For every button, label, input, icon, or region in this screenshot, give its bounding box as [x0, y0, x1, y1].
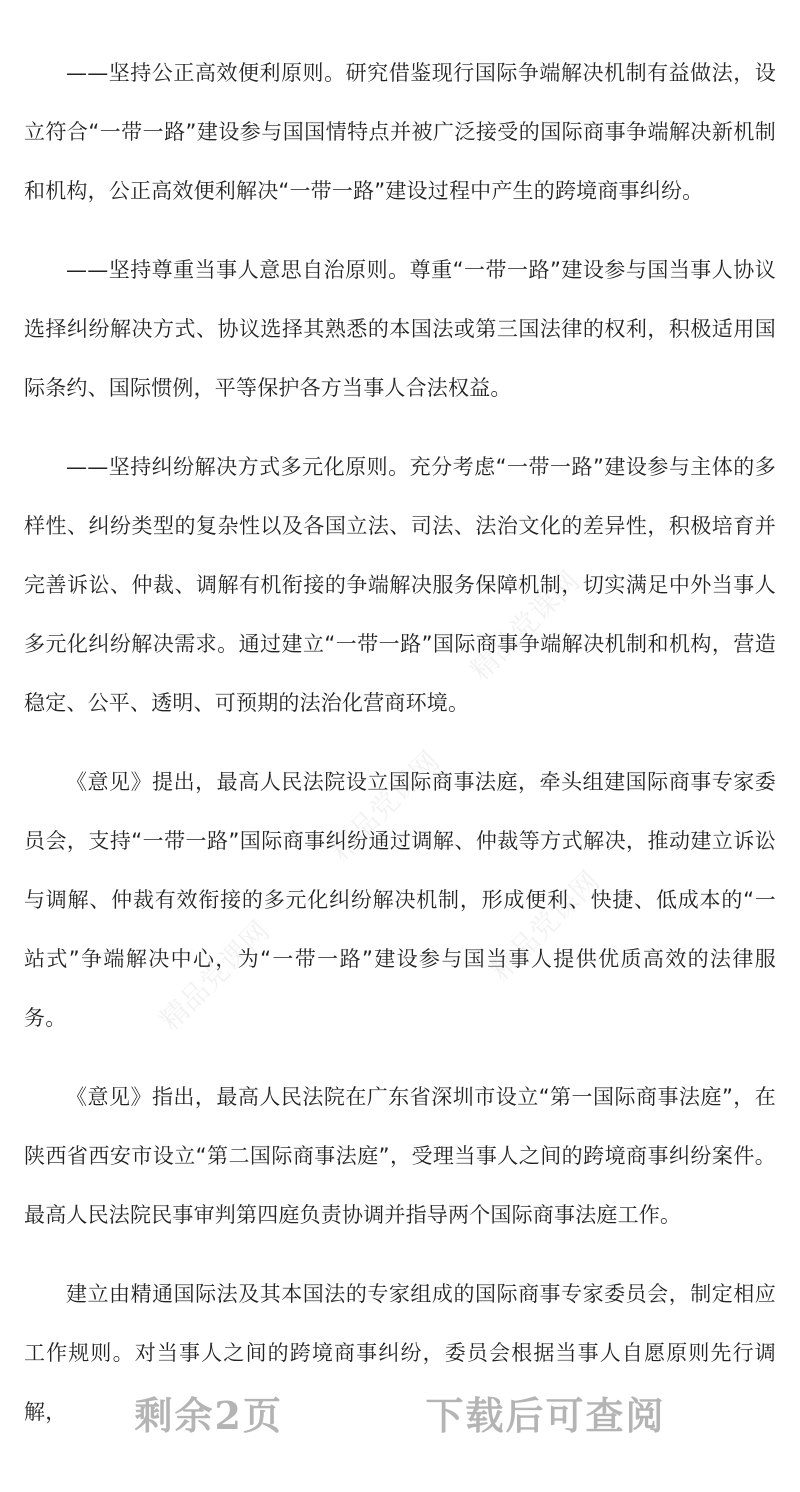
paragraph-principle-diversified-resolution: ——坚持纠纷解决方式多元化原则。充分考虑“一带一路”建设参与主体的多样性、纠纷类型的复杂性以及各国立法、司法、法治文化的差异性，积极培育并完善诉讼、仲裁、调解有机衔接的争端解决服务保障机制，切实满足中外当事人多元化纠纷解决需求。通过建立“一带一路”国际商事争端解决机制和机构，营造稳定、公平、透明、可预期的法治化营商环境。 — [24, 455, 776, 715]
paragraph-expert-committee: 建立由精通国际法及其本国法的专家组成的国际商事专家委员会，制定相应工作规则。对当事人之间的跨境商事纠纷，委员会根据当事人自愿原则先行调解， — [24, 1282, 776, 1424]
paragraph-opinion-courts: 《意见》指出，最高人民法院在广东省深圳市设立“第一国际商事法庭”，在陕西省西安市设立“第二国际商事法庭”，受理当事人之间的跨境商事纠纷案件。最高人民法院民事审判第四庭负责协调并指导两个国际商事法庭工作。 — [24, 1085, 776, 1227]
remaining-pages-label: 剩余2页 — [134, 1393, 283, 1438]
paragraph-principle-fair-efficient: ——坚持公正高效便利原则。研究借鉴现行国际争端解决机制有益做法，设立符合“一带一路”建设参与国国情特点并被广泛接受的国际商事争端解决新机制和机构，公正高效便利解决“一带一路”建设过程中产生的跨境商事纠纷。 — [24, 61, 776, 203]
document-body — [24, 44, 776, 1462]
watermark: 精品党课网 — [323, 744, 446, 867]
watermark: 精品党课网 — [463, 564, 586, 687]
watermark: 精品党课网 — [153, 914, 276, 1037]
paragraph-opinion-proposal: 《意见》提出，最高人民法院设立国际商事法庭，牵头组建国际商事专家委员会，支持“一带一路”国际商事纠纷通过调解、仲裁等方式解决，推动建立诉讼与调解、仲裁有效衔接的多元化纠纷解决机制，形成便利、快捷、低成本的“一站式”争端解决中心，为“一带一路”建设参与国当事人提供优质高效的法律服务。 — [24, 770, 776, 1030]
watermark: 精品党课网 — [483, 864, 606, 987]
download-prompt[interactable] — [0, 1385, 800, 1440]
download-hint-label: 下载后可查阅 — [425, 1393, 666, 1438]
paragraph-principle-party-autonomy: ——坚持尊重当事人意思自治原则。尊重“一带一路”建设参与国当事人协议选择纠纷解决方式、协议选择其熟悉的本国法或第三国法律的权利，积极适用国际条约、国际惯例，平等保护各方当事人合法权益。 — [24, 258, 776, 400]
